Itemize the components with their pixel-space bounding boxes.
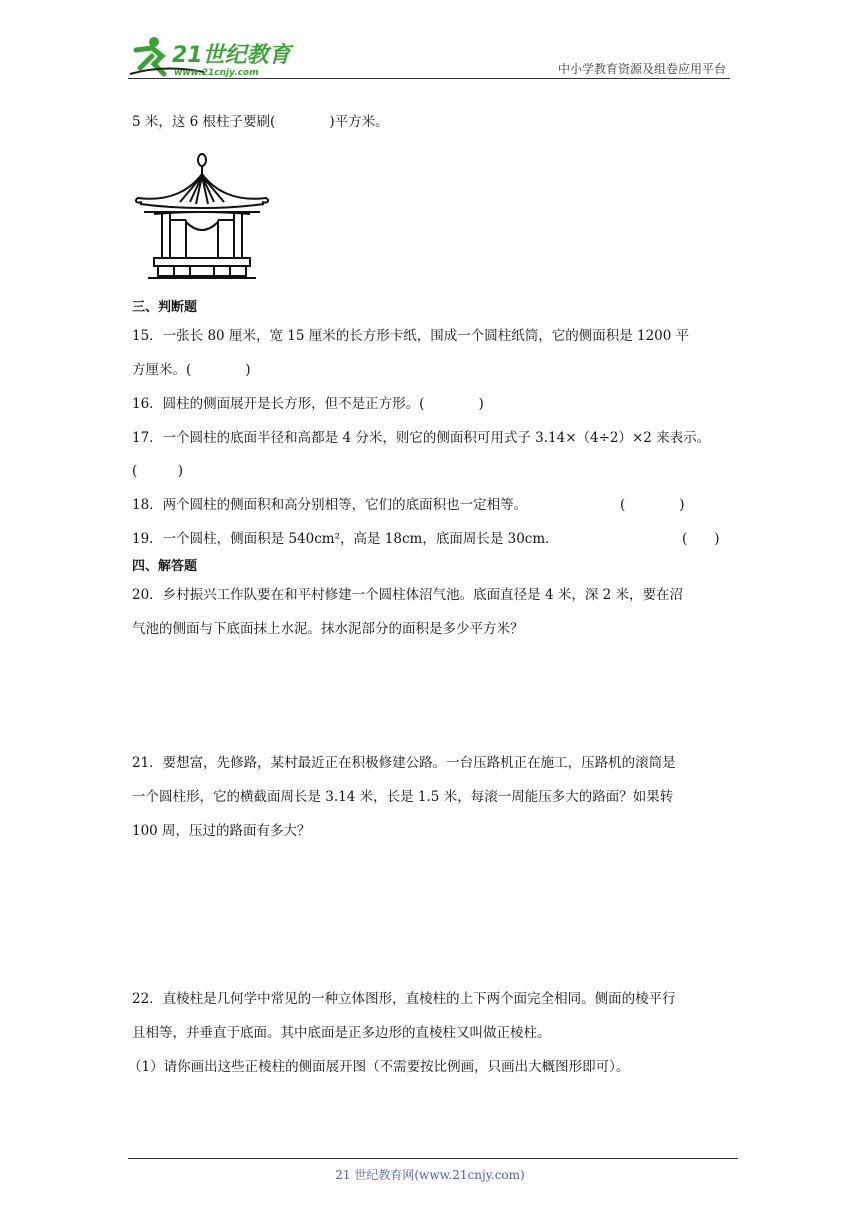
runner-logo-icon [124, 34, 294, 78]
question-18-answer-paren: ( ) [620, 497, 685, 513]
question-22-part1: （1）请你画出这些正棱柱的侧面展开图（不需要按比例画，只画出大概图形即可）。 [128, 1059, 630, 1075]
question-15-line2: 方厘米。( ) [132, 362, 251, 378]
question-20-line2: 气池的侧面与下底面抹上水泥。抹水泥部分的面积是多少平方米？ [132, 621, 524, 637]
question-21-line1: 21．要想富，先修路，某村最近正在积极修建公路。一台压路机正在施工，压路机的滚筒是 [132, 755, 676, 771]
footer-divider [128, 1158, 738, 1159]
q14-continuation: 5 米，这 6 根柱子要刷( )平方米。 [132, 114, 389, 130]
question-21-line3: 100 周，压过的路面有多大？ [132, 823, 311, 839]
question-20-line1: 20．乡村振兴工作队要在和平村修建一个圆柱体沼气池。底面直径是 4 米，深 2 米，要在沼 [132, 587, 684, 603]
question-17-line1: 17．一个圆柱的底面半径和高都是 4 分米，则它的侧面积可用式子 3.14×（4÷2）×2 来表示。 [132, 430, 711, 446]
question-15-line1: 15．一张长 80 厘米，宽 15 厘米的长方形卡纸，围成一个圆柱纸筒，它的侧面积是 1200 平 [132, 328, 690, 344]
svg-text:www.21cnjy.com: www.21cnjy.com [174, 68, 259, 78]
question-19-answer-paren: ( ) [682, 531, 720, 547]
question-16: 16．圆柱的侧面展开是长方形，但不是正方形。( ) [132, 396, 484, 412]
question-18: 18．两个圆柱的侧面积和高分别相等，它们的底面积也一定相等。 [132, 497, 528, 513]
question-22-line1: 22．直棱柱是几何学中常见的一种立体图形，直棱柱的上下两个面完全相同。侧面的棱平行 [132, 991, 676, 1007]
pavilion-icon [130, 150, 274, 286]
question-21-line2: 一个圆柱形，它的横截面周长是 3.14 米，长是 1.5 米，每滚一周能压多大的路面？如果转 [132, 789, 674, 805]
pavilion-illustration [130, 150, 274, 286]
question-19: 19．一个圆柱，侧面积是 540cm²，高是 18cm，底面周长是 30cm． [132, 531, 559, 547]
header-platform-text: 中小学教育资源及组卷应用平台 [557, 62, 726, 76]
section-heading-solutions: 四、解答题 [132, 559, 198, 574]
footer-site-text: 21 世纪教育网(www.21cnjy.com) [335, 1168, 525, 1182]
site-logo [124, 34, 294, 78]
question-22-line2: 且相等，并垂直于底面。其中底面是正多边形的直棱柱又叫做正棱柱。 [132, 1025, 551, 1041]
header-divider [128, 78, 730, 79]
svg-text:21世纪教育: 21世纪教育 [172, 43, 291, 68]
question-17-line2: ( ) [132, 463, 184, 479]
section-heading-judgment: 三、判断题 [132, 300, 198, 315]
